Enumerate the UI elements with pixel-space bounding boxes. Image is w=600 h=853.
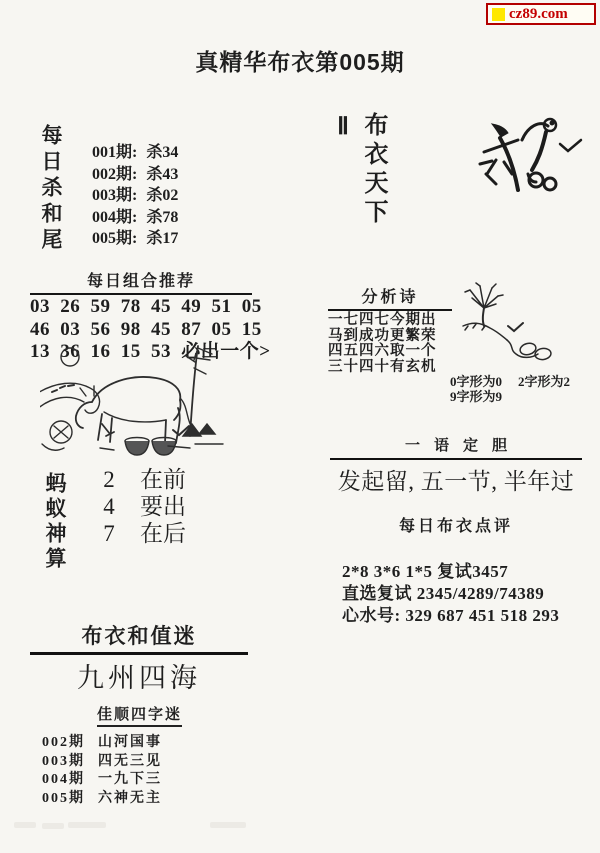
poem-line: 三十四十有玄机 — [328, 358, 437, 375]
watermark-smudge — [42, 823, 64, 829]
tianxia-label: 布衣天下Ⅱ — [329, 112, 386, 228]
shape-note: 9字形为9 — [450, 389, 503, 404]
ox-grazing-sketch — [40, 344, 240, 462]
number-picks — [342, 561, 559, 627]
ant-text: 在前 — [140, 467, 186, 492]
shape-note: 2字形为2 — [518, 374, 571, 389]
ant-number: 4 — [103, 494, 115, 519]
analysis-poem-title: 分析诗 — [328, 284, 452, 311]
poem-line: 马到成功更繁荣 — [328, 327, 437, 344]
shape-note-row — [450, 374, 570, 389]
ant-text: 在后 — [140, 521, 186, 546]
ant-number: 7 — [103, 521, 115, 546]
kill-value: 杀43 — [146, 165, 179, 183]
dan-title: 一语定胆 — [330, 434, 582, 460]
dan-phrase: 发起留, 五一节, 半年过 — [337, 469, 575, 494]
sum-riddle-answer: 九州四海 — [77, 663, 201, 693]
watermark-smudge — [14, 822, 36, 828]
shape-note: 0字形为0 — [450, 374, 503, 389]
issue-label: 003期 — [42, 753, 85, 769]
riddle-row — [42, 771, 237, 790]
daily-kill-label: 每日杀和尾 — [39, 124, 63, 254]
dan-section — [330, 434, 582, 536]
poem-line: 四五四六取一个 — [328, 343, 437, 359]
riddle-row — [42, 753, 237, 772]
shape-notes — [450, 374, 570, 404]
issue-label: 004期: — [92, 208, 138, 226]
ant-text: 要出 — [140, 494, 186, 519]
sum-riddle-title: 布衣和值迷 — [30, 620, 248, 655]
ant-number: 2 — [103, 467, 115, 492]
issue-label: 005期 — [42, 790, 85, 806]
kill-value: 杀02 — [146, 187, 179, 204]
riddle-text: 六神无主 — [98, 790, 162, 806]
riddle-row — [42, 790, 237, 809]
logo-text[interactable]: cz89.com — [509, 5, 568, 22]
picks-line: 直选复试 2345/4289/74389 — [342, 584, 545, 603]
daily-kill-row — [92, 185, 178, 207]
issue-label: 001期: — [92, 144, 138, 161]
sum-riddle-section — [30, 620, 248, 695]
daily-kill-row — [92, 228, 178, 250]
picks-line: 2*8 3*6 1*5 复试3457 — [342, 562, 509, 581]
four-char-riddle-title: 佳顺四字迷 — [97, 703, 182, 727]
daily-kill-row — [92, 207, 178, 229]
combo-row: 13 36 16 15 53 必出一个> — [30, 341, 271, 362]
daily-kill-list — [92, 142, 178, 250]
riddle-text: 四无三见 — [98, 753, 162, 769]
watermark-smudge — [68, 822, 106, 828]
issue-label: 003期: — [92, 187, 138, 204]
kill-value: 杀34 — [146, 144, 179, 161]
combo-title: 每日组合推荐 — [30, 268, 252, 295]
four-char-riddle-section — [42, 703, 237, 808]
combo-row: 46 03 56 98 45 87 05 15 — [30, 318, 262, 340]
daily-kill-row — [92, 142, 178, 164]
ant-row — [100, 520, 186, 547]
daily-kill-row — [92, 164, 178, 186]
logo-yellow-square-icon — [492, 8, 505, 21]
analysis-poem-section — [328, 284, 452, 375]
issue-label: 004期 — [42, 772, 85, 787]
issue-label: 002期 — [42, 735, 85, 750]
ant-row — [100, 466, 186, 493]
poem-line: 一七四七今期出 — [328, 312, 437, 328]
issue-label: 005期: — [92, 230, 138, 247]
ant-oracle-rows — [100, 466, 186, 547]
ant-oracle-label: 蚂蚁神算 — [43, 472, 67, 572]
ant-row — [100, 493, 186, 520]
dan-subtitle: 每日布衣点评 — [398, 518, 513, 535]
issue-label: 002期: — [92, 165, 138, 183]
watermark-smudge — [210, 822, 246, 828]
page-title: 真精华布衣第005期 — [195, 49, 405, 75]
kill-value: 杀78 — [146, 208, 179, 226]
combo-row: 03 26 59 78 45 49 51 05 — [30, 296, 262, 317]
picks-line: 心水号: 329 687 451 518 293 — [342, 606, 560, 625]
kill-value: 杀17 — [146, 230, 179, 247]
riddle-row — [42, 734, 237, 753]
calligraphy-figure-sketch — [400, 108, 592, 228]
cz89-logo[interactable] — [486, 3, 596, 25]
tree-on-slope-sketch — [452, 282, 564, 370]
riddle-text: 山河国事 — [98, 735, 162, 750]
shape-note-row — [450, 389, 570, 404]
riddle-text: 一九下三 — [98, 772, 162, 787]
